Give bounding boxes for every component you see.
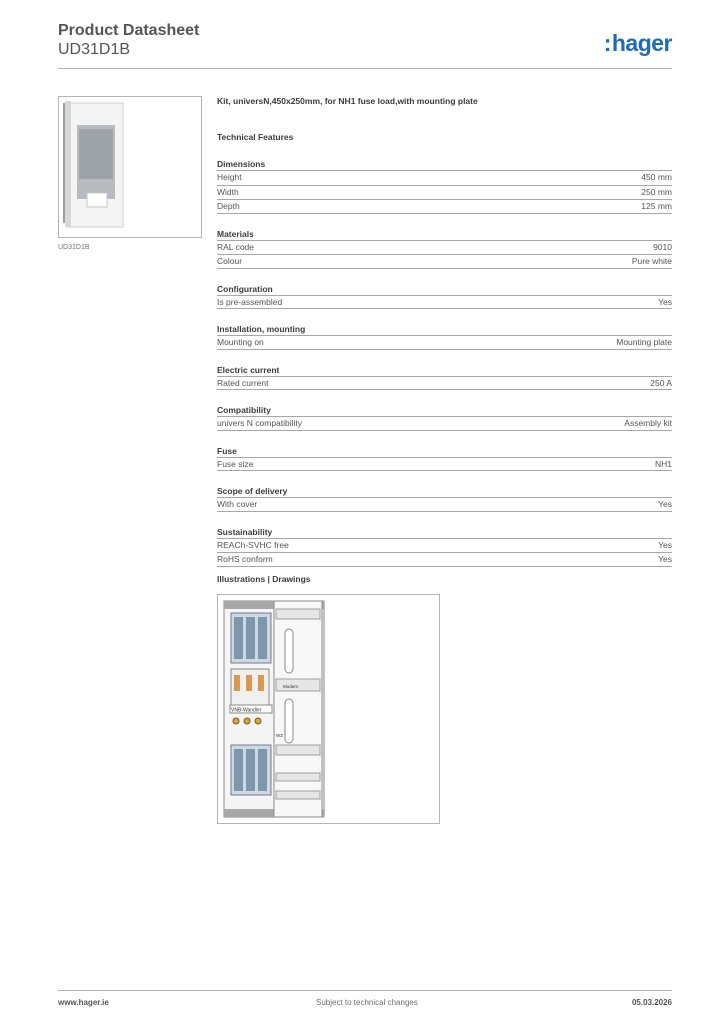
footer-date: 05.03.2026 (631, 998, 672, 1007)
feature-value: 9010 (653, 241, 672, 252)
section-heading: Compatibility (217, 405, 271, 415)
feature-row (217, 376, 672, 391)
feature-label: REACh-SVHC free (217, 539, 289, 550)
feature-section (217, 323, 672, 350)
feature-label: RAL code (217, 241, 255, 252)
enclosure-kit-image (59, 97, 201, 237)
section-heading: Sustainability (217, 526, 273, 537)
section-heading: Configuration (217, 283, 273, 294)
document-title: Product Datasheet (58, 22, 200, 39)
section-heading: Materials (217, 228, 254, 239)
feature-sections (217, 158, 672, 567)
feature-section (217, 364, 672, 391)
feature-value: 250 mm (641, 186, 672, 197)
feature-section (217, 404, 672, 431)
feature-row (217, 416, 672, 431)
header (58, 22, 672, 70)
feature-section (217, 283, 672, 310)
wz-label: WZ (276, 733, 283, 738)
feature-value: 250 A (650, 377, 672, 388)
footer-divider (58, 990, 672, 991)
feature-row (217, 199, 672, 214)
feature-value: NH1 (654, 458, 672, 469)
feature-section (217, 485, 672, 512)
feature-label: Colour (217, 256, 243, 266)
feature-section (217, 445, 672, 472)
feature-section (217, 526, 672, 567)
feature-row (217, 497, 672, 512)
section-heading: Scope of delivery (217, 486, 288, 496)
feature-value: Yes (658, 539, 672, 550)
header-divider (58, 68, 672, 69)
product-code: UD31D1B (58, 41, 131, 58)
feature-value: Yes (658, 296, 672, 307)
feature-label: Fuse size (217, 458, 254, 469)
feature-label: Width (217, 186, 239, 197)
feature-label: Is pre-assembled (217, 296, 283, 307)
feature-label: Mounting on (217, 337, 264, 347)
illustrations-heading: Illustrations | Drawings (217, 574, 311, 584)
feature-row (217, 240, 672, 255)
feature-value: 450 mm (641, 172, 672, 182)
footer-notice: Subject to technical changes (316, 998, 418, 1007)
feature-label: Depth (217, 201, 240, 211)
feature-row (217, 170, 672, 185)
logo-text: hager (611, 30, 672, 56)
cabinet-drawing (218, 595, 439, 823)
section-heading: Installation, mounting (217, 324, 306, 334)
feature-section (217, 158, 672, 214)
feature-value: Yes (658, 499, 672, 509)
feature-value: Assembly kit (624, 418, 672, 428)
footer-website[interactable]: www.hager.ie (58, 998, 109, 1007)
image-caption: UD31D1B (58, 244, 90, 251)
section-heading: Dimensions (217, 159, 266, 169)
feature-row (217, 457, 672, 472)
feature-value: 125 mm (641, 201, 672, 211)
hager-logo (604, 30, 672, 57)
technical-drawing (217, 594, 440, 824)
feature-row (217, 538, 672, 553)
section-heading: Electric current (217, 364, 280, 375)
technical-features-heading: Technical Features (217, 132, 294, 142)
feature-value: Mounting plate (616, 337, 672, 347)
feature-value: Yes (658, 554, 672, 564)
technical-content (217, 96, 672, 567)
product-description: Kit, universN,450x250mm, for NH1 fuse load,with mounting plate (217, 96, 478, 106)
modem-label: Modem (283, 684, 299, 689)
feature-label: With cover (217, 499, 258, 509)
feature-row (217, 254, 672, 269)
feature-label: RoHS conform (217, 554, 273, 564)
feature-row (217, 552, 672, 567)
vnb-label: VNB-Wandler (231, 707, 262, 714)
feature-section (217, 228, 672, 269)
logo-dots-icon: : (603, 30, 611, 56)
feature-label: Rated current (217, 377, 269, 388)
feature-row (217, 185, 672, 200)
feature-row (217, 335, 672, 350)
feature-label: Height (217, 172, 242, 182)
product-image (58, 96, 202, 238)
feature-label: univers N compatibility (217, 418, 303, 428)
feature-value: Pure white (631, 256, 672, 266)
feature-row (217, 295, 672, 310)
section-heading: Fuse (217, 445, 237, 456)
